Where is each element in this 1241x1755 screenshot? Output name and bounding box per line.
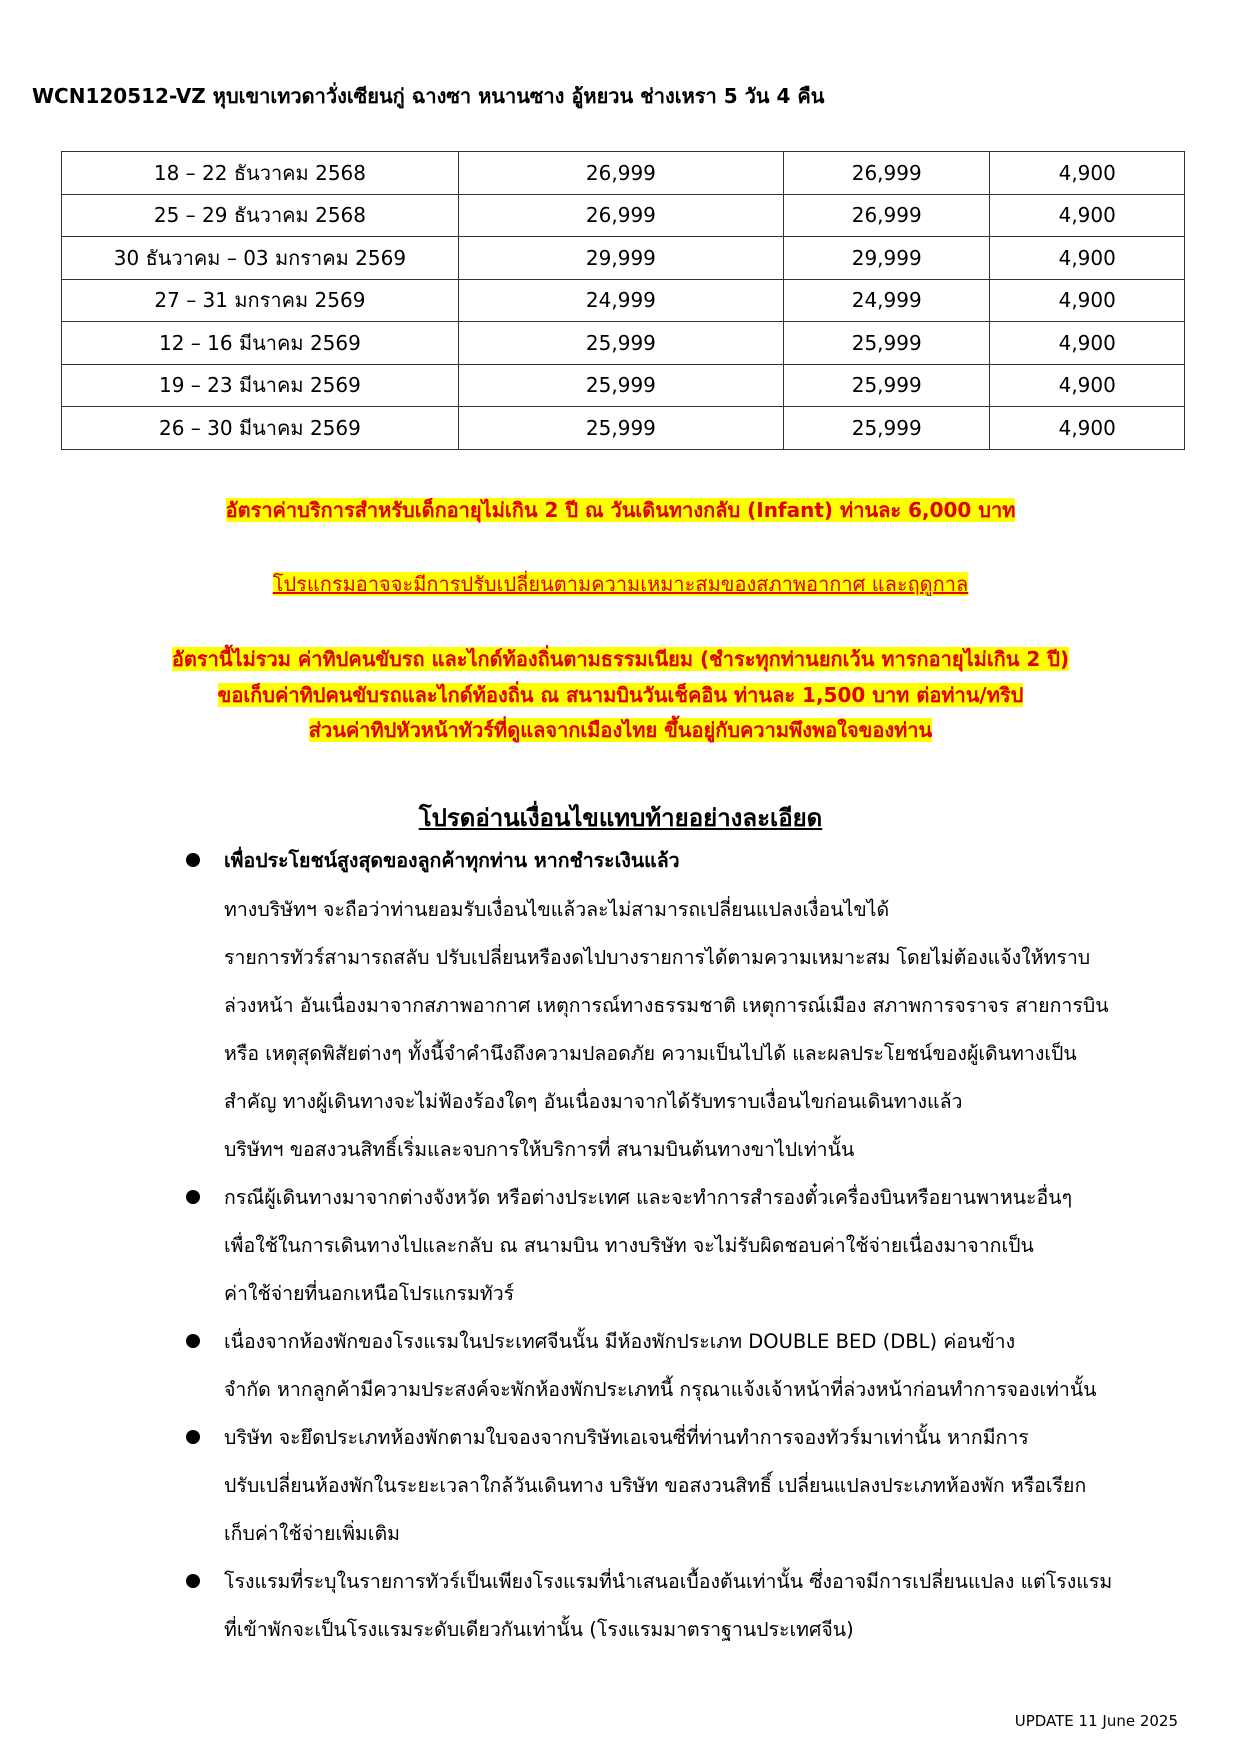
condition-text: บริษัท จะยึดประเภทห้องพักตามใบจองจากบริษัทเอเจนซี่ที่ท่านทำการจองทัวร์มาเท่านั้น หากมีการ bbox=[224, 1426, 1029, 1449]
tip-notice-text: อัตรานี้ไม่รวม ค่าทิปคนขับรถ และไกด์ท้องถิ่นตามธรรมเนียม (ชำระทุกท่านยกเว้น ทารกอายุไม่เกิน 2 ปี) bbox=[171, 647, 1070, 671]
condition-text: กรณีผู้เดินทางมาจากต่างจังหวัด หรือต่างประเทศ และจะทำการสำรองตั๋วเครื่องบินหรือยานพาหนะอื่นๆ bbox=[224, 1186, 1073, 1209]
condition-text: เก็บค่าใช้จ่ายเพิ่มเติม bbox=[224, 1522, 400, 1545]
bullet-icon bbox=[186, 1430, 200, 1444]
bullet-icon bbox=[186, 1190, 200, 1204]
travel-dates-cell: 27 – 31 มกราคม 2569 bbox=[62, 279, 459, 322]
tour-code-title: WCN120512-VZ หุบเขาเทวดาวั่งเซียนกู่ ฉางซา หนานซาง อู้หยวน ช่างเหรา 5 วัน 4 คืน bbox=[32, 84, 825, 108]
child-price-cell: 25,999 bbox=[783, 407, 990, 450]
bullet-icon bbox=[186, 1334, 200, 1348]
condition-text: จำกัด หากลูกค้ามีความประสงค์จะพักห้องพักประเภทนี้ กรุณาแจ้งเจ้าหน้าที่ล่วงหน้าก่อนทำการจองเท่านั้น bbox=[224, 1378, 1097, 1401]
program-change-text: โปรแกรมอาจจะมีการปรับเปลี่ยนตามความเหมาะสมของสภาพอากาศ และฤดูกาล bbox=[272, 572, 969, 596]
adult-price-cell: 25,999 bbox=[458, 322, 783, 365]
travel-dates-cell: 26 – 30 มีนาคม 2569 bbox=[62, 407, 459, 450]
table-row bbox=[62, 194, 1185, 237]
single-supplement-cell: 4,900 bbox=[990, 407, 1185, 450]
condition-text: ปรับเปลี่ยนห้องพักในระยะเวลาใกล้วันเดินทาง บริษัท ขอสงวนสิทธิ์ เปลี่ยนแปลงประเภทห้องพัก หรือเรียก bbox=[224, 1474, 1087, 1497]
condition-text: หรือ เหตุสุดพิสัยต่างๆ ทั้งนี้จำคำนึงถึงความปลอดภัย ความเป็นไปได้ และผลประโยชน์ของผู้เดินทางเป็น bbox=[224, 1042, 1077, 1065]
tip-notice-text: ส่วนค่าทิปหัวหน้าทัวร์ที่ดูแลจากเมืองไทย ขึ้นอยู่กับความพึงพอใจของท่าน bbox=[308, 718, 933, 742]
condition-text: เนื่องจากห้องพักของโรงแรมในประเทศจีนนั้น มีห้องพักประเภท DOUBLE BED (DBL) ค่อนข้าง bbox=[224, 1330, 1016, 1353]
table-row bbox=[62, 152, 1185, 195]
table-row bbox=[62, 237, 1185, 280]
bullet-icon bbox=[186, 853, 200, 867]
single-supplement-cell: 4,900 bbox=[990, 152, 1185, 195]
program-change-notice bbox=[0, 568, 1241, 600]
condition-text: ค่าใช้จ่ายที่นอกเหนือโปรแกรมทัวร์ bbox=[224, 1282, 515, 1305]
adult-price-cell: 26,999 bbox=[458, 194, 783, 237]
condition-text: ที่เข้าพักจะเป็นโรงแรมระดับเดียวกันเท่านั้น (โรงแรมมาตราฐานประเทศจีน) bbox=[224, 1618, 854, 1641]
child-price-cell: 25,999 bbox=[783, 364, 990, 407]
condition-text: ทางบริษัทฯ จะถือว่าท่านยอมรับเงื่อนไขแล้วละไม่สามารถเปลี่ยนแปลงเงื่อนไขได้ bbox=[224, 898, 890, 921]
child-price-cell: 24,999 bbox=[783, 279, 990, 322]
child-price-cell: 29,999 bbox=[783, 237, 990, 280]
tip-notice-line-3 bbox=[0, 714, 1241, 746]
single-supplement-cell: 4,900 bbox=[990, 364, 1185, 407]
condition-text: บริษัทฯ ขอสงวนสิทธิ์เริ่มและจบการให้บริการที่ สนามบินต้นทางขาไปเท่านั้น bbox=[224, 1138, 855, 1161]
table-row bbox=[62, 279, 1185, 322]
adult-price-cell: 25,999 bbox=[458, 364, 783, 407]
adult-price-cell: 25,999 bbox=[458, 407, 783, 450]
condition-text: ล่วงหน้า อันเนื่องมาจากสภาพอากาศ เหตุการณ์ทางธรรมชาติ เหตุการณ์เมือง สภาพการจราจร สายการบิน bbox=[224, 994, 1109, 1017]
price-table bbox=[61, 151, 1185, 450]
condition-text: โรงแรมที่ระบุในรายการทัวร์เป็นเพียงโรงแรมที่นำเสนอเบื้องต้นเท่านั้น ซึ่งอาจมีการเปลี่ยนแปลง แต่โรงแรม bbox=[224, 1570, 1113, 1593]
child-price-cell: 26,999 bbox=[783, 194, 990, 237]
infant-rate-notice bbox=[0, 494, 1241, 526]
adult-price-cell: 24,999 bbox=[458, 279, 783, 322]
condition-text: รายการทัวร์สามารถสลับ ปรับเปลี่ยนหรืองดไปบางรายการได้ตามความเหมาะสม โดยไม่ต้องแจ้งให้ทราบ bbox=[224, 946, 1091, 969]
travel-dates-cell: 19 – 23 มีนาคม 2569 bbox=[62, 364, 459, 407]
tip-notice-line-1 bbox=[0, 643, 1241, 675]
conditions-title: โปรดอ่านเงื่อนไขแทบท้ายอย่างละเอียด bbox=[418, 804, 823, 832]
tip-notice-text: ขอเก็บค่าทิปคนขับรถและไกด์ท้องถิ่น ณ สนามบินวันเช็คอิน ท่านละ 1,500 บาท ต่อท่าน/ทริป bbox=[217, 683, 1024, 707]
child-price-cell: 25,999 bbox=[783, 322, 990, 365]
table-row bbox=[62, 407, 1185, 450]
update-date: UPDATE 11 June 2025 bbox=[1014, 1712, 1178, 1730]
single-supplement-cell: 4,900 bbox=[990, 322, 1185, 365]
condition-text: สำคัญ ทางผู้เดินทางจะไม่ฟ้องร้องใดๆ อันเนื่องมาจากได้รับทราบเงื่อนไขก่อนเดินทางแล้ว bbox=[224, 1090, 963, 1113]
travel-dates-cell: 25 – 29 ธันวาคม 2568 bbox=[62, 194, 459, 237]
adult-price-cell: 29,999 bbox=[458, 237, 783, 280]
adult-price-cell: 26,999 bbox=[458, 152, 783, 195]
single-supplement-cell: 4,900 bbox=[990, 279, 1185, 322]
condition-heading: เพื่อประโยชน์สูงสุดของลูกค้าทุกท่าน หากชำระเงินแล้ว bbox=[224, 849, 680, 872]
travel-dates-cell: 30 ธันวาคม – 03 มกราคม 2569 bbox=[62, 237, 459, 280]
infant-rate-text: อัตราค่าบริการสำหรับเด็กอายุไม่เกิน 2 ปี ณ วันเดินทางกลับ (Infant) ท่านละ 6,000 บาท bbox=[225, 498, 1016, 522]
tip-notice-line-2 bbox=[0, 679, 1241, 711]
travel-dates-cell: 12 – 16 มีนาคม 2569 bbox=[62, 322, 459, 365]
table-row bbox=[62, 364, 1185, 407]
table-row bbox=[62, 322, 1185, 365]
single-supplement-cell: 4,900 bbox=[990, 194, 1185, 237]
travel-dates-cell: 18 – 22 ธันวาคม 2568 bbox=[62, 152, 459, 195]
child-price-cell: 26,999 bbox=[783, 152, 990, 195]
single-supplement-cell: 4,900 bbox=[990, 237, 1185, 280]
bullet-icon bbox=[186, 1574, 200, 1588]
condition-text: เพื่อใช้ในการเดินทางไปและกลับ ณ สนามบิน ทางบริษัท จะไม่รับผิดชอบค่าใช้จ่ายเนื่องมาจากเป็น bbox=[224, 1234, 1034, 1257]
